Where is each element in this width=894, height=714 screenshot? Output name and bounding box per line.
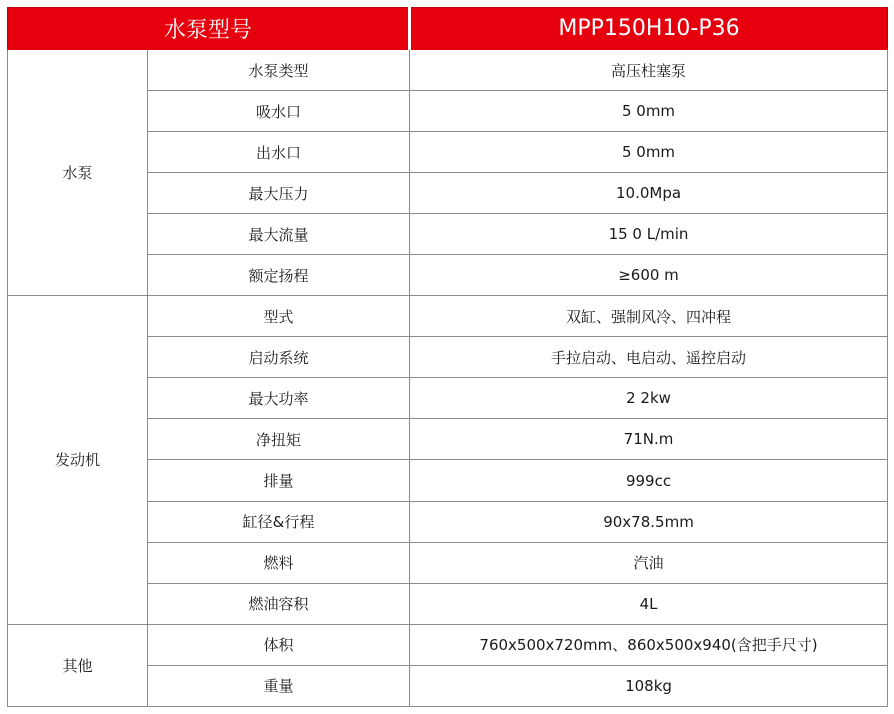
row-value: 108kg [410, 665, 888, 706]
group-label-other: 其他 [8, 624, 148, 706]
row-value: 双缸、强制风冷、四冲程 [410, 296, 888, 337]
row-value: 5 0mm [410, 132, 888, 173]
row-value: 2 2kw [410, 378, 888, 419]
table-row [8, 296, 888, 337]
row-value: 999cc [410, 460, 888, 501]
row-label: 排量 [148, 460, 410, 501]
row-value: 5 0mm [410, 91, 888, 132]
row-value: ≥600 m [410, 255, 888, 296]
row-label: 额定扬程 [148, 255, 410, 296]
row-label: 净扭矩 [148, 419, 410, 460]
row-value: 汽油 [410, 542, 888, 583]
row-value: 90x78.5mm [410, 501, 888, 542]
spec-table [7, 7, 888, 707]
row-value: 4L [410, 583, 888, 624]
row-label: 缸径&行程 [148, 501, 410, 542]
row-label: 启动系统 [148, 337, 410, 378]
row-label: 体积 [148, 624, 410, 665]
row-label: 水泵类型 [148, 49, 410, 91]
row-label: 最大压力 [148, 173, 410, 214]
group-label-pump: 水泵 [8, 49, 148, 296]
row-label: 吸水口 [148, 91, 410, 132]
row-label: 出水口 [148, 132, 410, 173]
row-value: 手拉启动、电启动、遥控启动 [410, 337, 888, 378]
model-value: MPP150H10-P36 [410, 8, 888, 50]
row-value: 15 0 L/min [410, 214, 888, 255]
row-label: 重量 [148, 665, 410, 706]
table-row [8, 624, 888, 665]
header-row [8, 8, 888, 50]
model-label: 水泵型号 [8, 8, 410, 50]
group-label-engine: 发动机 [8, 296, 148, 624]
row-label: 型式 [148, 296, 410, 337]
row-label: 最大流量 [148, 214, 410, 255]
row-label: 燃料 [148, 542, 410, 583]
row-value: 71N.m [410, 419, 888, 460]
row-value: 10.0Mpa [410, 173, 888, 214]
row-label: 最大功率 [148, 378, 410, 419]
table-row [8, 49, 888, 91]
row-value: 760x500x720mm、860x500x940(含把手尺寸) [410, 624, 888, 665]
row-label: 燃油容积 [148, 583, 410, 624]
row-value: 高压柱塞泵 [410, 49, 888, 91]
